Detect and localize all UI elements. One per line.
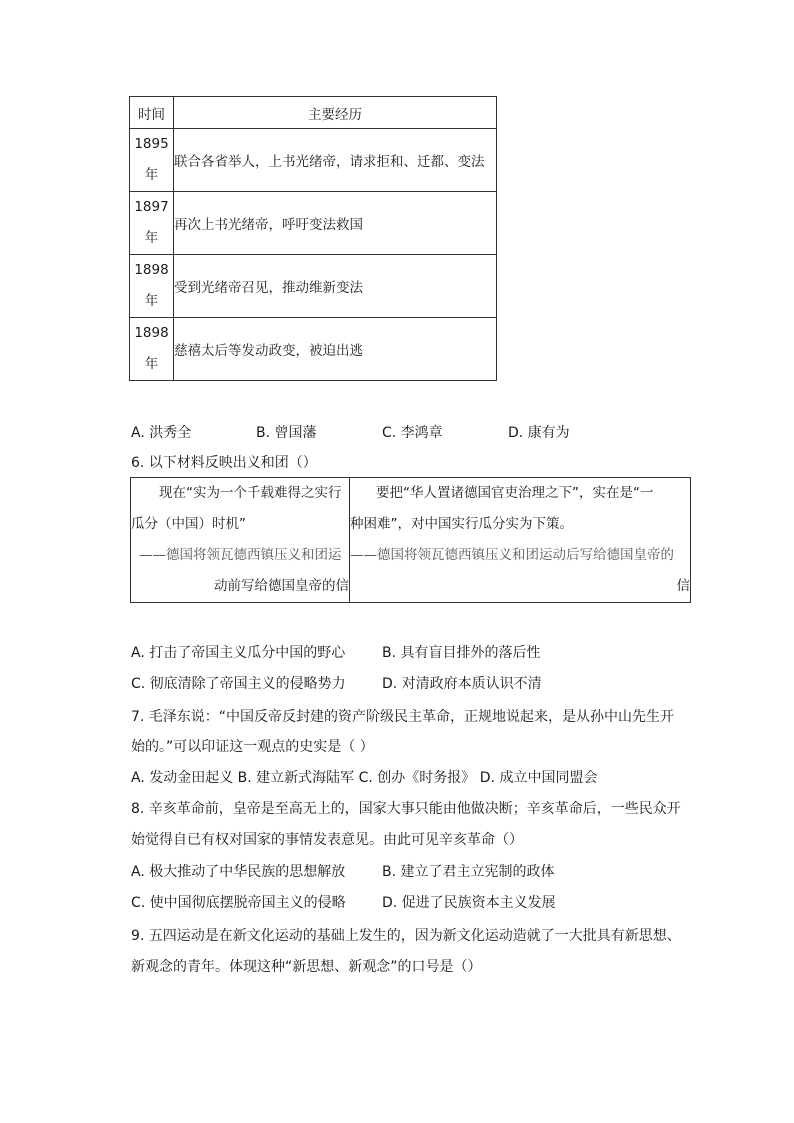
row-year: 1895 年 [130, 129, 174, 192]
table-row [130, 318, 497, 381]
q9-stem-line1: 9. 五四运动是在新文化运动的基础上发生的，因为新文化运动造就了一大批具有新思想、 [131, 928, 681, 944]
table-row [130, 129, 497, 192]
q8-option-b[interactable]: B. 建立了君主立宪制的政体 [382, 864, 555, 880]
q6-option-a[interactable]: A. 打击了帝国主义瓜分中国的野心 [131, 645, 346, 661]
material-left-source: ——德国将领瓦德西镇压义和团运 [139, 547, 342, 563]
material-row [131, 478, 691, 603]
q7-stem-line2: 始的。”可以印证这一观点的史实是（ ） [131, 739, 374, 755]
q9-stem-line2: 新观念的青年。体现这种“新思想、新观念”的口号是（） [131, 959, 482, 975]
row-year: 1898 年 [130, 318, 174, 381]
material-right-line: 要把“华人置诸德国官吏治理之下”，实在是“一 [376, 485, 654, 501]
row-year: 1897 年 [130, 192, 174, 255]
q8-option-c[interactable]: C. 使中国彻底摆脱帝国主义的侵略 [131, 895, 346, 911]
material-right-source: 信 [676, 578, 690, 594]
header-time: 时间 [130, 97, 174, 129]
row-year: 1898 年 [130, 255, 174, 318]
q8-stem-line1: 8. 辛亥革命前，皇帝是至高无上的，国家大事只能由他做决断；辛亥革命后，一些民众开 [131, 801, 681, 817]
table-row [130, 192, 497, 255]
q8-option-a[interactable]: A. 极大推动了中华民族的思想解放 [131, 864, 346, 880]
table-header-row [130, 97, 497, 129]
material-right-source: ——德国将领瓦德西镇压义和团运动后写给德国皇帝的 [350, 547, 674, 563]
q6-material-table [130, 477, 691, 603]
biography-table [129, 96, 497, 381]
q7-options[interactable]: A. 发动金田起义 B. 建立新式海陆军 C. 创办《时务报》 D. 成立中国同盟会 [131, 770, 598, 786]
q6-stem: 6. 以下材料反映出义和团（） [131, 455, 317, 471]
material-left-line: 现在“实为一个千载难得之实行 [159, 485, 342, 501]
q5-option-a[interactable]: A. 洪秀全 [131, 425, 192, 441]
q5-option-d[interactable]: D. 康有为 [508, 425, 570, 441]
material-left-line: 瓜分（中国）时机” [131, 516, 246, 532]
q5-option-b[interactable]: B. 曾国藩 [256, 425, 317, 441]
q6-option-b[interactable]: B. 具有盲目排外的落后性 [382, 645, 541, 661]
q6-option-c[interactable]: C. 彻底清除了帝国主义的侵略势力 [131, 676, 346, 692]
row-event: 联合各省举人，上书光绪帝，请求拒和、迁都、变法 [174, 129, 497, 192]
material-right-line: 种困难”，对中国实行瓜分实为下策。 [350, 516, 573, 532]
q6-option-d[interactable]: D. 对清政府本质认识不清 [382, 676, 542, 692]
q7-stem-line1: 7. 毛泽东说：“中国反帝反封建的资产阶级民主革命，正规地说起来，是从孙中山先生开 [131, 709, 675, 725]
q5-option-c[interactable]: C. 李鸿章 [382, 425, 443, 441]
row-event: 再次上书光绪帝，呼吁变法救国 [174, 192, 497, 255]
q8-option-d[interactable]: D. 促进了民族资本主义发展 [382, 895, 556, 911]
row-event: 受到光绪帝召见，推动维新变法 [174, 255, 497, 318]
header-events: 主要经历 [174, 97, 497, 129]
table-row [130, 255, 497, 318]
material-right [350, 478, 691, 603]
row-event: 慈禧太后等发动政变，被迫出逃 [174, 318, 497, 381]
material-left-source: 动前写给德国皇帝的信 [214, 578, 349, 594]
material-left [131, 478, 350, 603]
q8-stem-line2: 始觉得自已有权对国家的事情发表意见。由此可见辛亥革命（） [131, 832, 523, 848]
